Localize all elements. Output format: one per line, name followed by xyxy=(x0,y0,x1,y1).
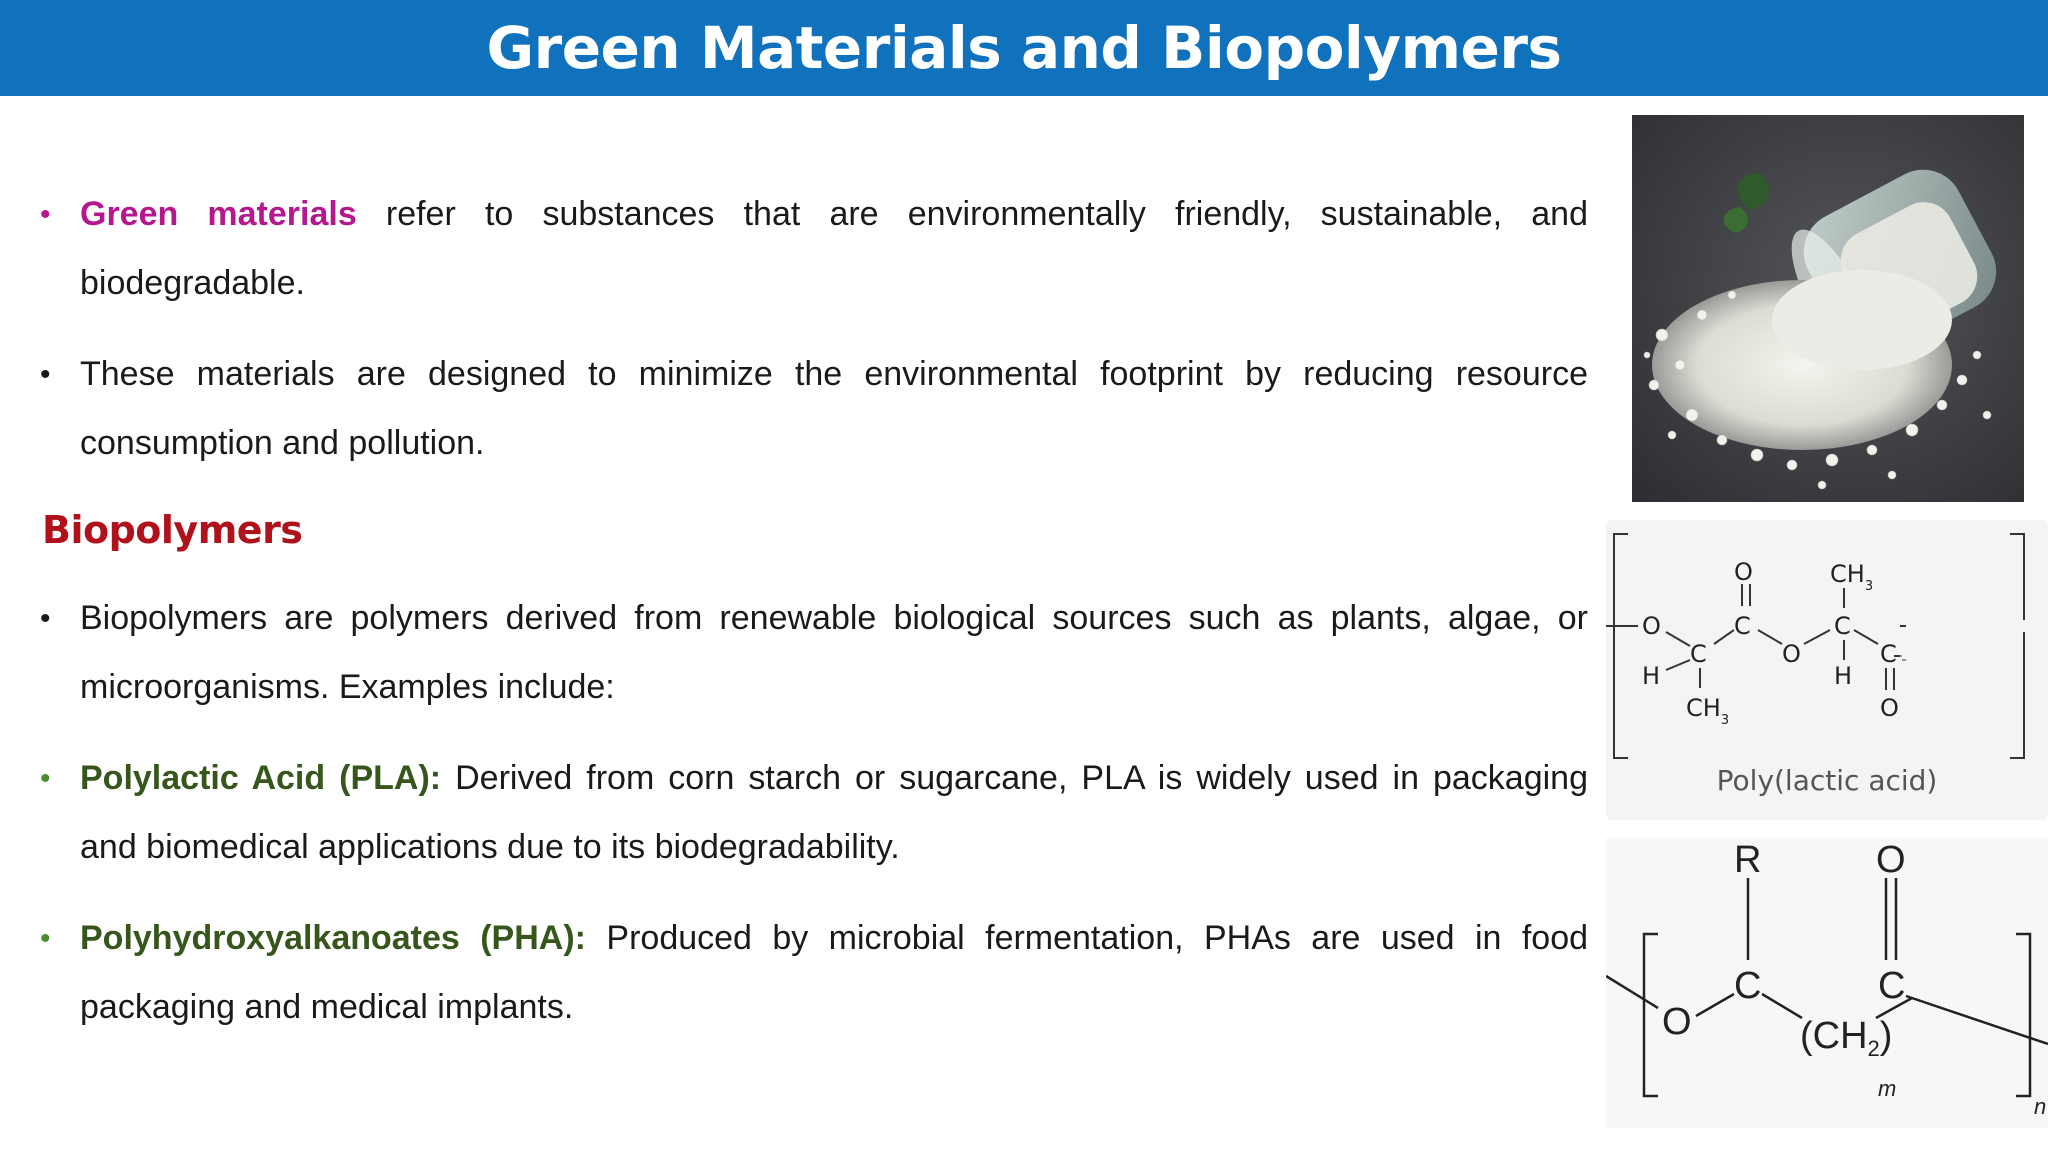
pla-atom-o: O xyxy=(1880,694,1899,722)
bullet-footprint xyxy=(40,340,1588,478)
pla-atom-ch3: $CH_3$ xyxy=(1686,694,1730,728)
pha-atom-r: R xyxy=(1734,839,1762,881)
term-green-materials: Green materials xyxy=(80,195,357,233)
bullet-text: Derived from corn starch or sugarcane, PLA is widely used in packaging and biomedical applications due to its biodegradability. xyxy=(80,759,1588,866)
bullet-text: These materials are designed to minimize the environmental footprint by reducing resource consumption and pollution. xyxy=(80,355,1588,462)
bullet-dot-icon: • xyxy=(40,922,51,955)
bullet-biopolymers-definition xyxy=(40,584,1588,722)
pla-atom-o: O xyxy=(1734,558,1753,586)
pellets-image xyxy=(1632,115,2024,502)
pha-subscript-n: n xyxy=(2034,1094,2047,1119)
term-pha: Polyhydroxyalkanoates (PHA): xyxy=(80,919,586,957)
pla-atom-h: H xyxy=(1834,662,1853,690)
pla-atom-o: O xyxy=(1782,640,1801,668)
pha-group-ch2: $(CH_2)$ xyxy=(1800,1015,1893,1061)
slide-content xyxy=(40,180,1588,1064)
pla-caption: Poly(lactic acid) xyxy=(1716,764,1938,797)
bullet-green-materials xyxy=(40,180,1588,318)
pla-atom-c: C xyxy=(1834,612,1851,640)
pla-atom-c: C xyxy=(1880,640,1897,668)
bullet-text: Produced by microbial fermentation, PHAs are used in food packaging and medical implants. xyxy=(80,919,1589,1026)
pha-atom-c: C xyxy=(1878,965,1906,1007)
bullet-pha xyxy=(40,904,1588,1042)
pha-atom-c: C xyxy=(1734,965,1762,1007)
bullet-dot-icon: • xyxy=(40,762,51,795)
bullet-dot-icon: • xyxy=(40,198,51,231)
bullet-text: refer to substances that are environmentally friendly, sustainable, and biodegradable. xyxy=(80,195,1588,302)
pha-atom-o: O xyxy=(1876,839,1906,881)
pla-atom-c: C xyxy=(1690,640,1707,668)
bullet-dot-icon: • xyxy=(40,602,51,635)
pha-atom-o: O xyxy=(1662,1001,1692,1043)
pla-structure-diagram xyxy=(1606,520,2048,820)
title-bar xyxy=(0,0,2048,96)
pla-atom-h: H xyxy=(1642,662,1661,690)
pha-structure-diagram xyxy=(1606,838,2048,1128)
section-heading-biopolymers: Biopolymers xyxy=(42,508,303,552)
bullet-pla xyxy=(40,744,1588,882)
bullet-text: Biopolymers are polymers derived from renewable biological sources such as plants, algae, or microorganisms. Examples include: xyxy=(80,599,1588,706)
term-pla: Polylactic Acid (PLA): xyxy=(80,759,442,797)
pla-atom-ch3: $CH_3$ xyxy=(1830,560,1874,594)
pha-structure-svg xyxy=(1606,838,2048,1128)
pla-atom-o: O xyxy=(1642,612,1661,640)
pla-structure-svg xyxy=(1606,520,2048,820)
pha-subscript-m: m xyxy=(1878,1076,1897,1101)
bullet-dot-icon: • xyxy=(40,358,51,391)
slide-title: Green Materials and Biopolymers xyxy=(486,14,1562,82)
pellets-photo xyxy=(1632,115,2024,502)
pla-atom-c: C xyxy=(1734,612,1751,640)
